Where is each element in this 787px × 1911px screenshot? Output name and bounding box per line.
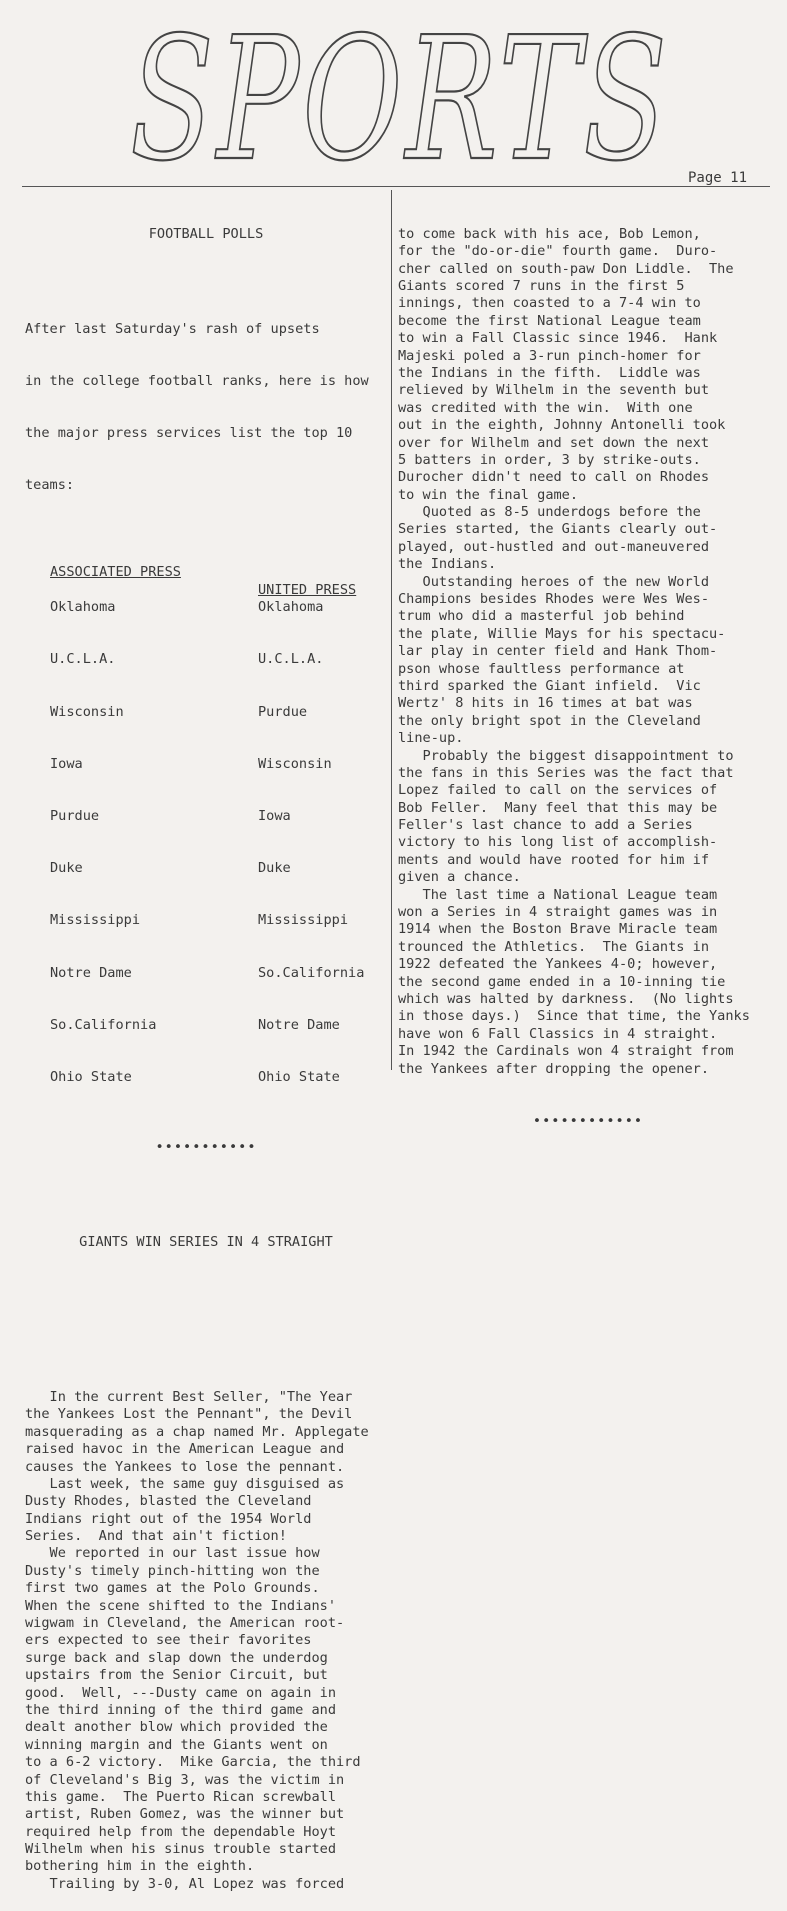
article-line: relieved by Wilhelm in the seventh but [398, 382, 709, 399]
ap-team: Wisconsin [50, 703, 124, 720]
article-line: line-up. [398, 730, 464, 747]
article-line: was credited with the win. With one [398, 399, 693, 416]
polls-row [25, 756, 387, 773]
polls-row [25, 704, 387, 721]
up-team: Purdue [258, 703, 308, 720]
polls-row [25, 965, 387, 982]
article-line: Dusty Rhodes, blasted the Cleveland [25, 1493, 312, 1510]
article-line: of Cleveland's Big 3, was the victim in [25, 1771, 345, 1788]
polls-intro-line: in the college football ranks, here is how [25, 373, 369, 390]
article-line: for the "do-or-die" fourth game. Duro- [398, 243, 718, 260]
up-team: U.C.L.A. [258, 651, 324, 668]
article-line: lar play in center field and Hank Thom- [398, 643, 718, 660]
article-line: cher called on south-paw Don Liddle. The [398, 260, 734, 277]
article-line: Last week, the same guy disguised as [25, 1475, 345, 1492]
article-line: Feller's last chance to add a Series [398, 817, 693, 834]
ap-team: Oklahoma [50, 599, 116, 616]
section-separator: ••••••••••• [155, 1138, 257, 1155]
article-line: Bob Feller. Many feel that this may be [398, 799, 718, 816]
article-line: raised havoc in the American League and [25, 1441, 345, 1458]
article-line: have won 6 Fall Classics in 4 straight. [398, 1025, 718, 1042]
article-line: Probably the biggest disappointment to [398, 747, 734, 764]
article-line: required help from the dependable Hoyt [25, 1823, 336, 1840]
left-column [25, 191, 387, 1911]
polls-row [25, 599, 387, 616]
article-line: third sparked the Giant infield. Vic [398, 677, 701, 694]
article-line: become the first National League team [398, 312, 701, 329]
article-line: Wertz' 8 hits in 16 times at bat was [398, 695, 693, 712]
polls-intro-line: teams: [25, 477, 75, 494]
article-line: good. Well, ---Dusty came on again in [25, 1684, 336, 1701]
article-line: out in the eighth, Johnny Antonelli took [398, 417, 726, 434]
polls-row [25, 651, 387, 668]
ap-header: ASSOCIATED PRESS [50, 564, 181, 581]
article-line: Series. And that ain't fiction! [25, 1528, 287, 1545]
spacer [25, 278, 387, 286]
up-team: Wisconsin [258, 755, 332, 772]
article-line: Dusty's timely pinch-hitting won the [25, 1562, 320, 1579]
article-line: causes the Yankees to lose the pennant. [25, 1458, 345, 1475]
article-line: winning margin and the Giants went on [25, 1736, 328, 1753]
sports-masthead [120, 18, 680, 178]
series-article-continued [398, 226, 778, 1078]
polls-intro-line: After last Saturday's rash of upsets [25, 320, 320, 337]
article-line: bothering him in the eighth. [25, 1858, 255, 1875]
article-line: the Indians. [398, 556, 497, 573]
article-line: to a 6-2 victory. Mike Garcia, the third [25, 1754, 361, 1771]
article-line: the Yankees after dropping the opener. [398, 1060, 709, 1077]
article-line: victory to his long list of accomplish- [398, 834, 718, 851]
article-line: Quoted as 8-5 underdogs before the [398, 504, 701, 521]
article-line: Champions besides Rhodes were Wes Wes- [398, 591, 709, 608]
article-line: first two games at the Polo Grounds. [25, 1580, 320, 1597]
up-team: Duke [258, 860, 291, 877]
article-line: Indians right out of the 1954 World [25, 1510, 312, 1527]
up-team: Iowa [258, 808, 291, 825]
article-line: wigwam in Cleveland, the American root- [25, 1615, 345, 1632]
masthead-text: SPORTS [130, 18, 670, 178]
polls-row [25, 1017, 387, 1034]
article-line: pson whose faultless performance at [398, 660, 685, 677]
page-number: Page 11 [688, 170, 748, 186]
article-line: ers expected to see their favorites [25, 1632, 312, 1649]
spacer [25, 1191, 387, 1199]
article-line: Giants scored 7 runs in the first 5 [398, 277, 685, 294]
article-line: Series started, the Giants clearly out- [398, 521, 718, 538]
article-line: trum who did a masterful job behind [398, 608, 685, 625]
article-line: to come back with his ace, Bob Lemon, [398, 225, 701, 242]
article-line: Wilhelm when his sinus trouble started [25, 1841, 336, 1858]
ap-team: So.California [50, 1016, 157, 1033]
polls-intro-line: the major press services list the top 10 [25, 425, 353, 442]
article-line: the fans in this Series was the fact that [398, 764, 734, 781]
article-line: ments and would have rooted for him if [398, 851, 709, 868]
ap-team: Iowa [50, 755, 83, 772]
article-line: masquerading as a chap named Mr. Applegate [25, 1423, 369, 1440]
article-line: to win the final game. [398, 486, 579, 503]
column-divider [391, 190, 392, 1070]
article-line: We reported in our last issue how [25, 1545, 320, 1562]
up-team: Oklahoma [258, 599, 324, 616]
article-line: surge back and slap down the underdog [25, 1649, 328, 1666]
spacer [25, 1329, 387, 1337]
article-line: When the scene shifted to the Indians' [25, 1597, 336, 1614]
article-line: in those days.) Since that time, the Yanks [398, 1008, 750, 1025]
article-line: to win a Fall Classic since 1946. Hank [398, 330, 718, 347]
article-line: The last time a National League team [398, 886, 718, 903]
ap-team: Notre Dame [50, 964, 132, 981]
article-line: Durocher didn't need to call on Rhodes [398, 469, 709, 486]
article-end-separator: •••••••••••• [532, 1112, 644, 1129]
up-team: Notre Dame [258, 1016, 340, 1033]
article-line: trounced the Athletics. The Giants in [398, 938, 709, 955]
article-line: the Yankees Lost the Pennant", the Devil [25, 1406, 353, 1423]
ap-team: Mississippi [50, 912, 141, 929]
article-line: dealt another blow which provided the [25, 1719, 328, 1736]
article-line: 5 batters in order, 3 by strike-outs. [398, 451, 701, 468]
polls-row [25, 808, 387, 825]
polls-header-row [25, 547, 387, 598]
article-line: Lopez failed to call on the services of [398, 782, 718, 799]
article-line: played, out-hustled and out-maneuvered [398, 538, 709, 555]
article-line: Outstanding heroes of the new World [398, 573, 709, 590]
article-line: the second game ended in a 10-inning tie [398, 973, 726, 990]
article-line: 1914 when the Boston Brave Miracle team [398, 921, 718, 938]
article-line: innings, then coasted to a 7-4 win to [398, 295, 701, 312]
article-line: In the current Best Seller, "The Year [25, 1388, 353, 1405]
ap-team: Purdue [50, 808, 100, 825]
article-line: artist, Ruben Gomez, was the winner but [25, 1806, 345, 1823]
article-line: the only bright spot in the Cleveland [398, 712, 701, 729]
up-team: So.California [258, 964, 365, 981]
series-article-body [25, 1389, 387, 1893]
article-line: Majeski poled a 3-run pinch-homer for [398, 347, 701, 364]
article-line: In 1942 the Cardinals won 4 straight from [398, 1043, 734, 1060]
ap-team: Ohio State [50, 1069, 132, 1086]
article-line: upstairs from the Senior Circuit, but [25, 1667, 328, 1684]
up-team: Mississippi [258, 912, 349, 929]
ap-team: U.C.L.A. [50, 651, 116, 668]
article-line: Trailing by 3-0, Al Lopez was forced [25, 1875, 345, 1892]
article-line: the third inning of the third game and [25, 1701, 336, 1718]
right-column [398, 191, 778, 1148]
spacer [25, 1286, 387, 1294]
article-line: 1922 defeated the Yankees 4-0; however, [398, 956, 718, 973]
football-polls-heading: FOOTBALL POLLS [148, 225, 264, 242]
article-line: the Indians in the fifth. Liddle was [398, 364, 701, 381]
article-line: won a Series in 4 straight games was in [398, 904, 718, 921]
article-line: which was halted by darkness. (No lights [398, 991, 734, 1007]
article-line: this game. The Puerto Rican screwball [25, 1788, 336, 1805]
header-rule [22, 186, 770, 187]
up-header: UNITED PRESS [258, 581, 357, 598]
article-line: over for Wilhelm and set down the next [398, 434, 709, 451]
polls-row [25, 912, 387, 929]
ap-team: Duke [50, 860, 83, 877]
up-team: Ohio State [258, 1069, 340, 1086]
giants-series-heading: GIANTS WIN SERIES IN 4 STRAIGHT [79, 1233, 333, 1250]
polls-row [25, 860, 387, 877]
article-line: the plate, Willie Mays for his spectacu- [398, 625, 726, 642]
article-line: given a chance. [398, 869, 521, 886]
